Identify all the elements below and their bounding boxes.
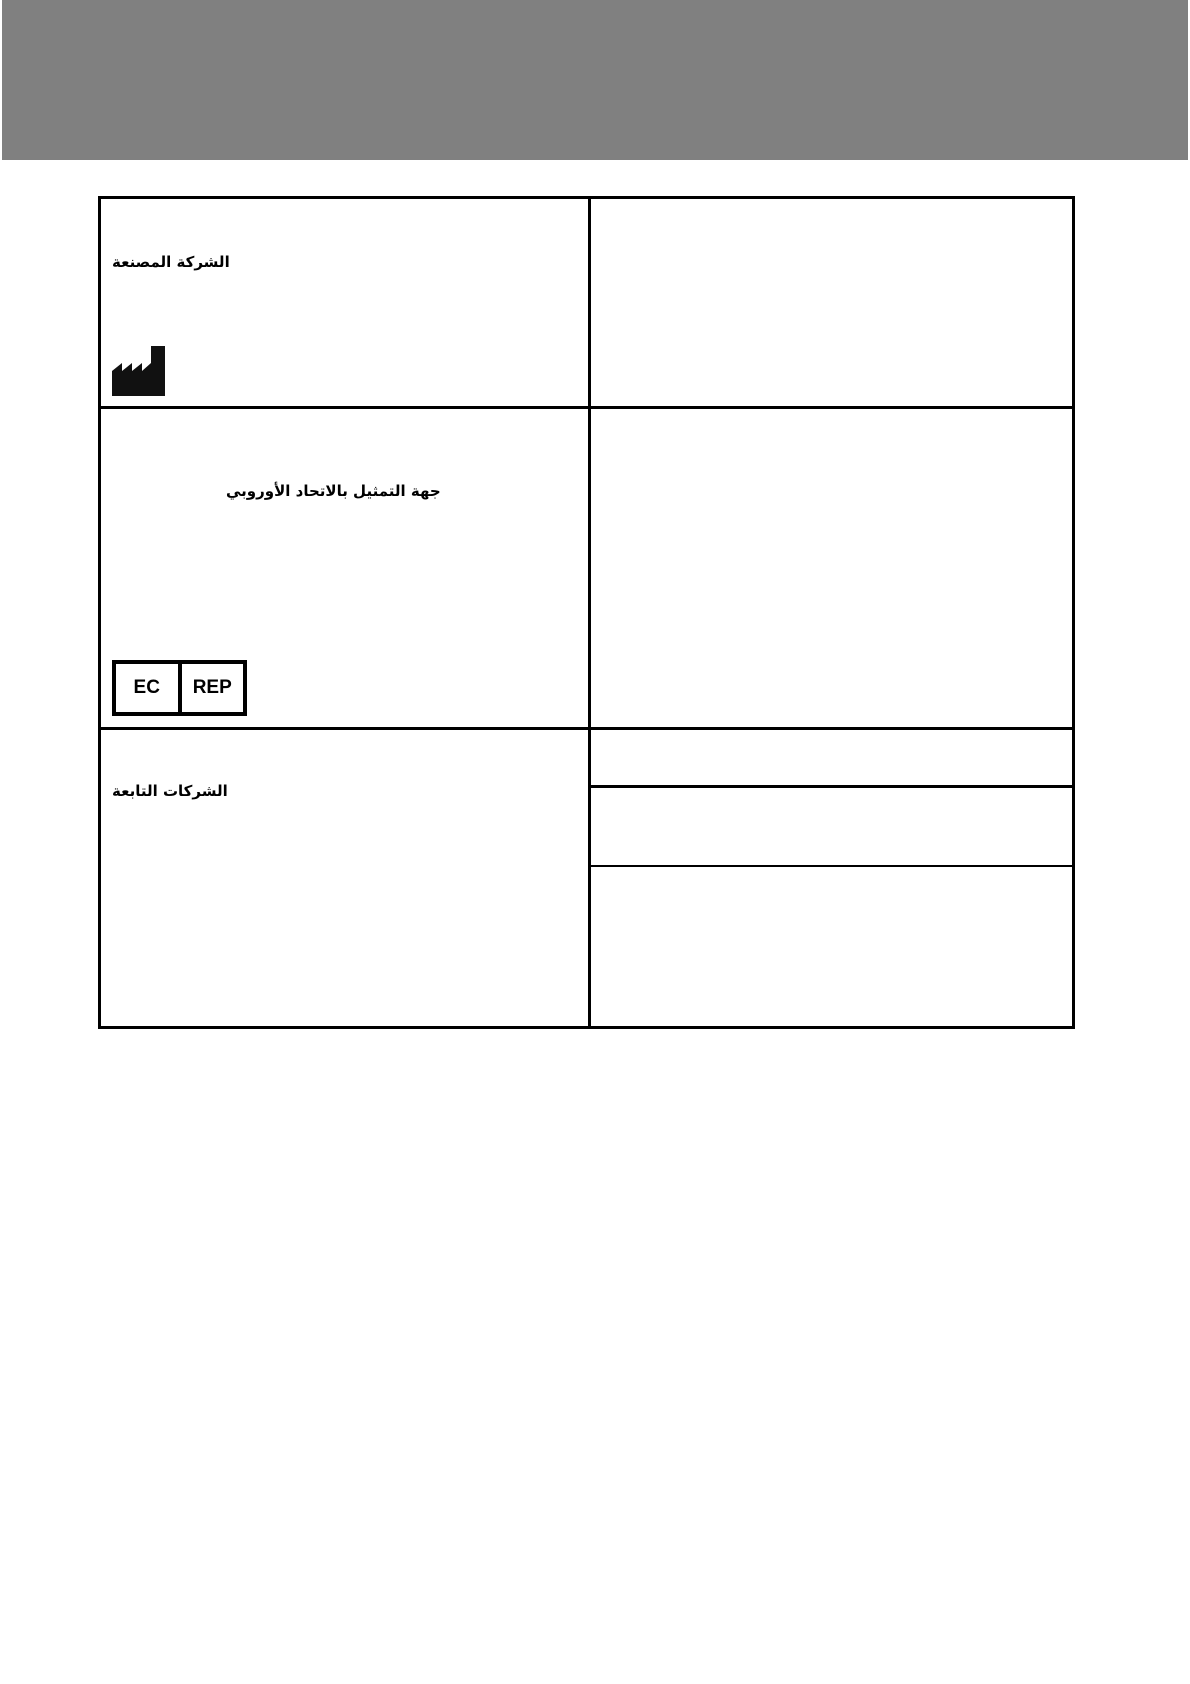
ec-text: EC [116, 664, 182, 712]
header-band [2, 0, 1188, 160]
row-divider-right-2 [591, 865, 1072, 867]
ec-rep-label: جهة التمثيل بالاتحاد الأوروبي [226, 482, 441, 500]
factory-icon [112, 346, 165, 396]
column-divider [588, 199, 591, 1026]
info-table [98, 196, 1075, 1029]
row-divider-1 [101, 406, 1072, 409]
row-divider-2 [101, 727, 1072, 730]
affiliates-label: الشركات التابعة [112, 782, 228, 800]
rep-text: REP [192, 677, 232, 698]
ec-rep-symbol [112, 660, 247, 716]
row-divider-right-1 [591, 785, 1072, 788]
manufacturer-label: الشركة المصنعة [112, 253, 230, 271]
